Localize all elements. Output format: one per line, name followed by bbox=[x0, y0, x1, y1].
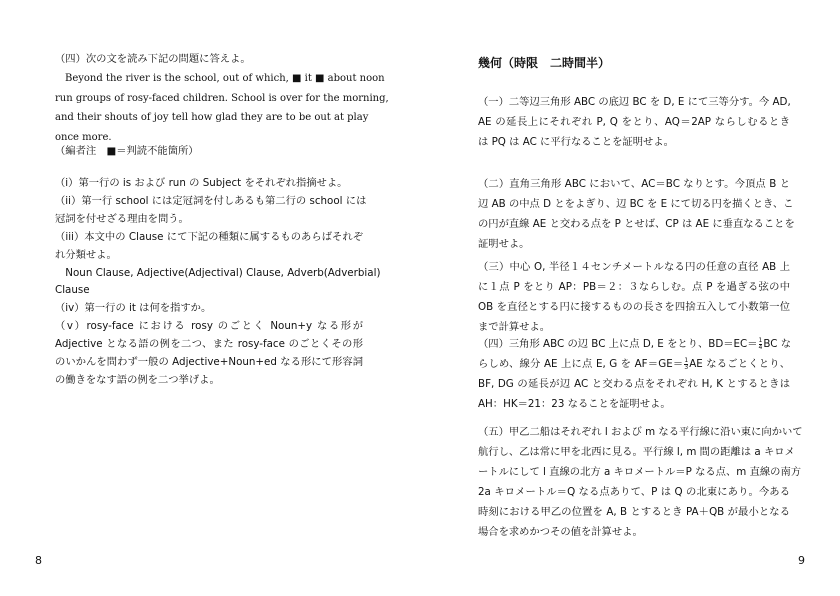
text-line: の円が直線 AE と交わる点を P とせば、CP は AE に垂直なることを bbox=[478, 218, 795, 230]
question-heading bbox=[55, 50, 363, 68]
fraction bbox=[759, 338, 763, 351]
text-line: （iii）本文中の Clause にて下記の種類に属するものあらばそれぞ bbox=[55, 230, 363, 243]
text-line: （i）第一行の is および run の Subject をそれぞれ指摘せよ。 bbox=[55, 177, 348, 189]
text-segment: らしめ、線分 AE 上に点 E, G を AF＝GE＝ bbox=[478, 358, 684, 370]
text-line: のいかんを問わず一般の Adjective+Noun+ed なる形にて形容詞 bbox=[55, 356, 363, 369]
text-line: （二）直角三角形 ABC において、AC＝BC なりとす。今頂点 B と bbox=[478, 178, 790, 190]
text-line: and their shouts of joy tell how glad they are to be out at play bbox=[55, 112, 369, 123]
denominator: 3 bbox=[684, 363, 689, 371]
text-segment: （四）三角形 ABC の辺 BC 上に点 D, E をとり、BD＝EC＝ bbox=[478, 338, 758, 350]
text-line: 航行し、乙は常に甲を北西に見る。平行線 l, m 間の距離は a キロメ bbox=[478, 446, 795, 458]
text-line: は PQ は AC に平行なることを証明せよ。 bbox=[478, 136, 674, 148]
text-line bbox=[478, 354, 790, 374]
right-page bbox=[420, 0, 840, 596]
page-number: 8 bbox=[35, 554, 42, 567]
page-number: 9 bbox=[798, 554, 805, 567]
numerator: 1 bbox=[758, 336, 763, 344]
problem-4 bbox=[478, 334, 790, 414]
text-line: （v）rosy-face における rosy のごとく Noun+y なる形が bbox=[55, 320, 363, 333]
text-line: AE の延長上にそれぞれ P, Q をとり、AQ＝2AP ならしむるとき bbox=[478, 116, 790, 128]
text-line: 辺 AB の中点 D とをよぎり、辺 BC を E にて切る円を描くとき、こ bbox=[478, 198, 794, 210]
denominator: 4 bbox=[758, 343, 763, 351]
text-line: OB を直径とする円に接するものの長さを四捨五入して小数第一位 bbox=[478, 301, 790, 313]
problem-2 bbox=[478, 174, 795, 254]
text-line: once more. bbox=[55, 131, 112, 143]
problem-1 bbox=[478, 92, 790, 152]
text-line: （三）中心 O, 半径１４センチメートルなる円の任意の直径 AB 上 bbox=[478, 261, 790, 273]
text-line: run groups of rosy-faced children. School is over for the morning, bbox=[55, 92, 389, 104]
text-line: Beyond the river is the school, out of which, ■ it ■ about noon bbox=[55, 73, 385, 84]
text-line: BF, DG の延長が辺 AC と交わる点をそれぞれ H, K とするときは bbox=[478, 378, 790, 390]
text-line: れ分類せよ。 bbox=[55, 248, 117, 261]
sub-questions bbox=[55, 175, 381, 390]
section-title bbox=[478, 52, 790, 71]
text-line: （ii）第一行 school には定冠詞を付しあるも第二行の school には bbox=[55, 194, 367, 207]
text-line: まで計算せよ。 bbox=[478, 321, 551, 333]
problem-5 bbox=[478, 422, 803, 542]
text-segment: BC な bbox=[763, 338, 792, 350]
text-line: の働きをなす語の例を二つ挙げよ。 bbox=[55, 373, 220, 386]
english-passage bbox=[55, 69, 389, 147]
text-line: に１点 P をとり AP：PB＝２：３ならしむ。点 P を過ぎる弦の中 bbox=[478, 281, 790, 293]
title-text: 幾何（時限 二時間半） bbox=[478, 56, 611, 70]
text-line: 場合を求めかつその値を計算せよ。 bbox=[478, 526, 643, 538]
text-line: 2a キロメートル＝Q なる点ありて、P は Q の北東にあり。今ある bbox=[478, 486, 790, 498]
text-segment: AE なるごとくとり、 bbox=[689, 358, 790, 370]
fraction bbox=[684, 358, 688, 371]
text-line: （五）甲乙二船はそれぞれ l および m なる平行線に沿い東に向かいて bbox=[478, 426, 803, 438]
text-line: ートルにして l 直線の北方 a キロメートル＝P なる点、m 直線の南方 bbox=[478, 466, 802, 478]
note-text: （編者注 ■＝判読不能箇所） bbox=[55, 145, 199, 157]
text-line: Adjective となる語の例を二つ、また rosy-face のごとくその形 bbox=[55, 338, 363, 351]
text-line bbox=[478, 334, 790, 354]
text-line: AH：HK＝21：23 なることを証明せよ。 bbox=[478, 398, 671, 410]
text-line: Clause bbox=[55, 284, 90, 297]
text-line: Noun Clause, Adjective(Adjectival) Clause, Adverb(Adverbial) bbox=[55, 266, 381, 279]
text-line: 証明せよ。 bbox=[478, 238, 530, 250]
text-line: 時刻における甲乙の位置を A, B とするとき PA＋QB が最小となる bbox=[478, 506, 790, 518]
editor-note bbox=[55, 142, 363, 160]
text-line: 冠詞を付せざる理由を問う。 bbox=[55, 212, 189, 225]
numerator: 1 bbox=[684, 356, 689, 364]
text-line: （一）二等辺三角形 ABC の底辺 BC を D, E にて三等分す。今 AD, bbox=[478, 96, 791, 108]
heading-text: （四）次の文を読み下記の問題に答えよ。 bbox=[55, 53, 251, 65]
text-line: （iv）第一行の it は何を指すか。 bbox=[55, 302, 212, 315]
problem-3 bbox=[478, 257, 790, 337]
